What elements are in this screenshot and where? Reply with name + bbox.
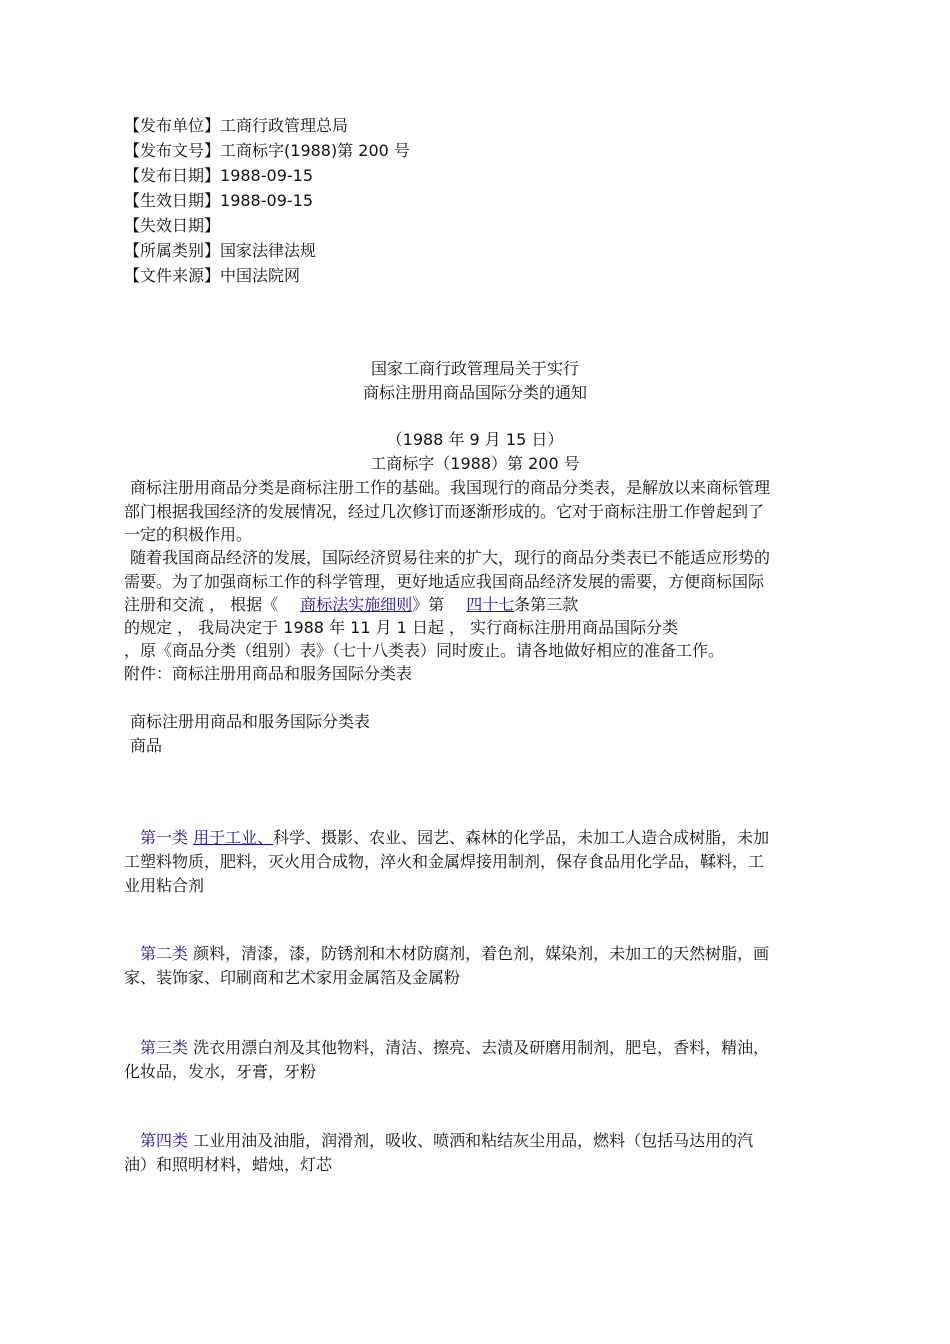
- table-title: 商标注册用商品和服务国际分类表: [130, 712, 371, 731]
- category-label: 第二类: [140, 944, 189, 963]
- category-text: 颜料，清漆，漆，防锈剂和木材防腐剂，着色剂，媒染剂，未加工的天然树脂，画: [193, 944, 770, 963]
- category-1-link[interactable]: 用于工业、: [193, 828, 274, 847]
- meta-value: 国家法律法规: [220, 241, 317, 260]
- article-47-link[interactable]: 四十七: [466, 595, 515, 614]
- paragraph-line: ，原《商品分类（组别）表》（七十八类表）同时废止。请各地做好相应的准备工作。: [124, 641, 725, 660]
- doc-title-line2: 商标注册用商品国际分类的通知: [362, 383, 587, 402]
- meta-value: 工商行政管理总局: [220, 116, 349, 135]
- category-line: 业用粘合剂: [124, 876, 205, 895]
- category-label: 第一类: [140, 828, 189, 847]
- meta-label: 【文件来源】: [124, 266, 221, 285]
- category-line: [124, 1129, 753, 1153]
- category-line: [124, 826, 769, 850]
- doc-title-line1: 国家工商行政管理局关于实行: [370, 359, 579, 378]
- meta-value: 1988-09-15: [220, 191, 313, 210]
- meta-value: 工商标字(1988)第 200 号: [220, 141, 410, 160]
- category-text: 洗衣用漂白剂及其他物料，清洁、擦亮、去渍及研磨用制剂，肥皂，香料，精油，: [193, 1038, 770, 1057]
- category-line: 化妆品，发水，牙膏，牙粉: [124, 1062, 317, 1081]
- paragraph-line: 需要。为了加强商标工作的科学管理，更好地适应我国商品经济发展的需要，方便商标国际: [124, 572, 765, 591]
- category-line: [124, 1036, 769, 1060]
- meta-expiry-date: [124, 214, 220, 238]
- trademark-law-rules-link[interactable]: 商标法实施细则: [300, 595, 413, 614]
- category-line: 家、装饰家、印刷商和艺术家用金属箔及金属粉: [124, 968, 461, 987]
- meta-category: [124, 239, 316, 263]
- doc-date: （1988 年 9 月 15 日）: [386, 430, 564, 449]
- paragraph-line: 一定的积极作用。: [124, 525, 253, 544]
- category-line: [124, 942, 769, 966]
- meta-issuer: [124, 114, 348, 138]
- category-text: 科学、摄影、农业、园艺、森林的化学品，未加工人造合成树脂，未加: [273, 828, 770, 847]
- meta-effective-date: [124, 189, 313, 213]
- meta-label: 【所属类别】: [124, 241, 221, 260]
- category-line: 工塑料物质，肥料，灭火用合成物，淬火和金属焊接用制剂，保存食品用化学品，鞣料，工: [124, 852, 765, 871]
- paragraph-line: 商标注册用商品分类是商标注册工作的基础。我国现行的商品分类表，是解放以来商标管理: [130, 478, 771, 497]
- paragraph-line: 的规定 ， 我局决定于 1988 年 11 月 1 日起 ， 实行商标注册用商品国际分类: [124, 618, 679, 637]
- text-segment: 条第三款: [514, 595, 579, 614]
- category-text: 工业用油及油脂，润滑剂，吸收、喷洒和粘结灰尘用品，燃料（包括马达用的汽: [193, 1131, 754, 1150]
- paragraph-line-with-links: [124, 593, 578, 617]
- text-segment: 》第: [412, 595, 445, 614]
- section-heading: 商品: [130, 736, 163, 755]
- meta-label: 【生效日期】: [124, 191, 221, 210]
- meta-label: 【发布单位】: [124, 116, 221, 135]
- meta-value: 1988-09-15: [220, 166, 313, 185]
- category-line: 油）和照明材料，蜡烛，灯芯: [124, 1155, 333, 1174]
- meta-doc-number: [124, 139, 410, 163]
- paragraph-line: 随着我国商品经济的发展，国际经济贸易往来的扩大，现行的商品分类表已不能适应形势的: [130, 548, 771, 567]
- text-segment: 注册和交流 ， 根据《: [124, 595, 279, 614]
- meta-issue-date: [124, 164, 313, 188]
- meta-value: 中国法院网: [220, 266, 301, 285]
- meta-label: 【发布日期】: [124, 166, 221, 185]
- category-label: 第四类: [140, 1131, 189, 1150]
- meta-label: 【发布文号】: [124, 141, 221, 160]
- paragraph-line: 部门根据我国经济的发展情况，经过几次修订而逐渐形成的。它对于商标注册工作曾起到了: [124, 502, 765, 521]
- doc-number: 工商标字（1988）第 200 号: [370, 454, 580, 473]
- meta-label: 【失效日期】: [124, 216, 221, 235]
- attachment-line: 附件：商标注册用商品和服务国际分类表: [124, 664, 413, 683]
- meta-source: [124, 264, 300, 288]
- category-label: 第三类: [140, 1038, 189, 1057]
